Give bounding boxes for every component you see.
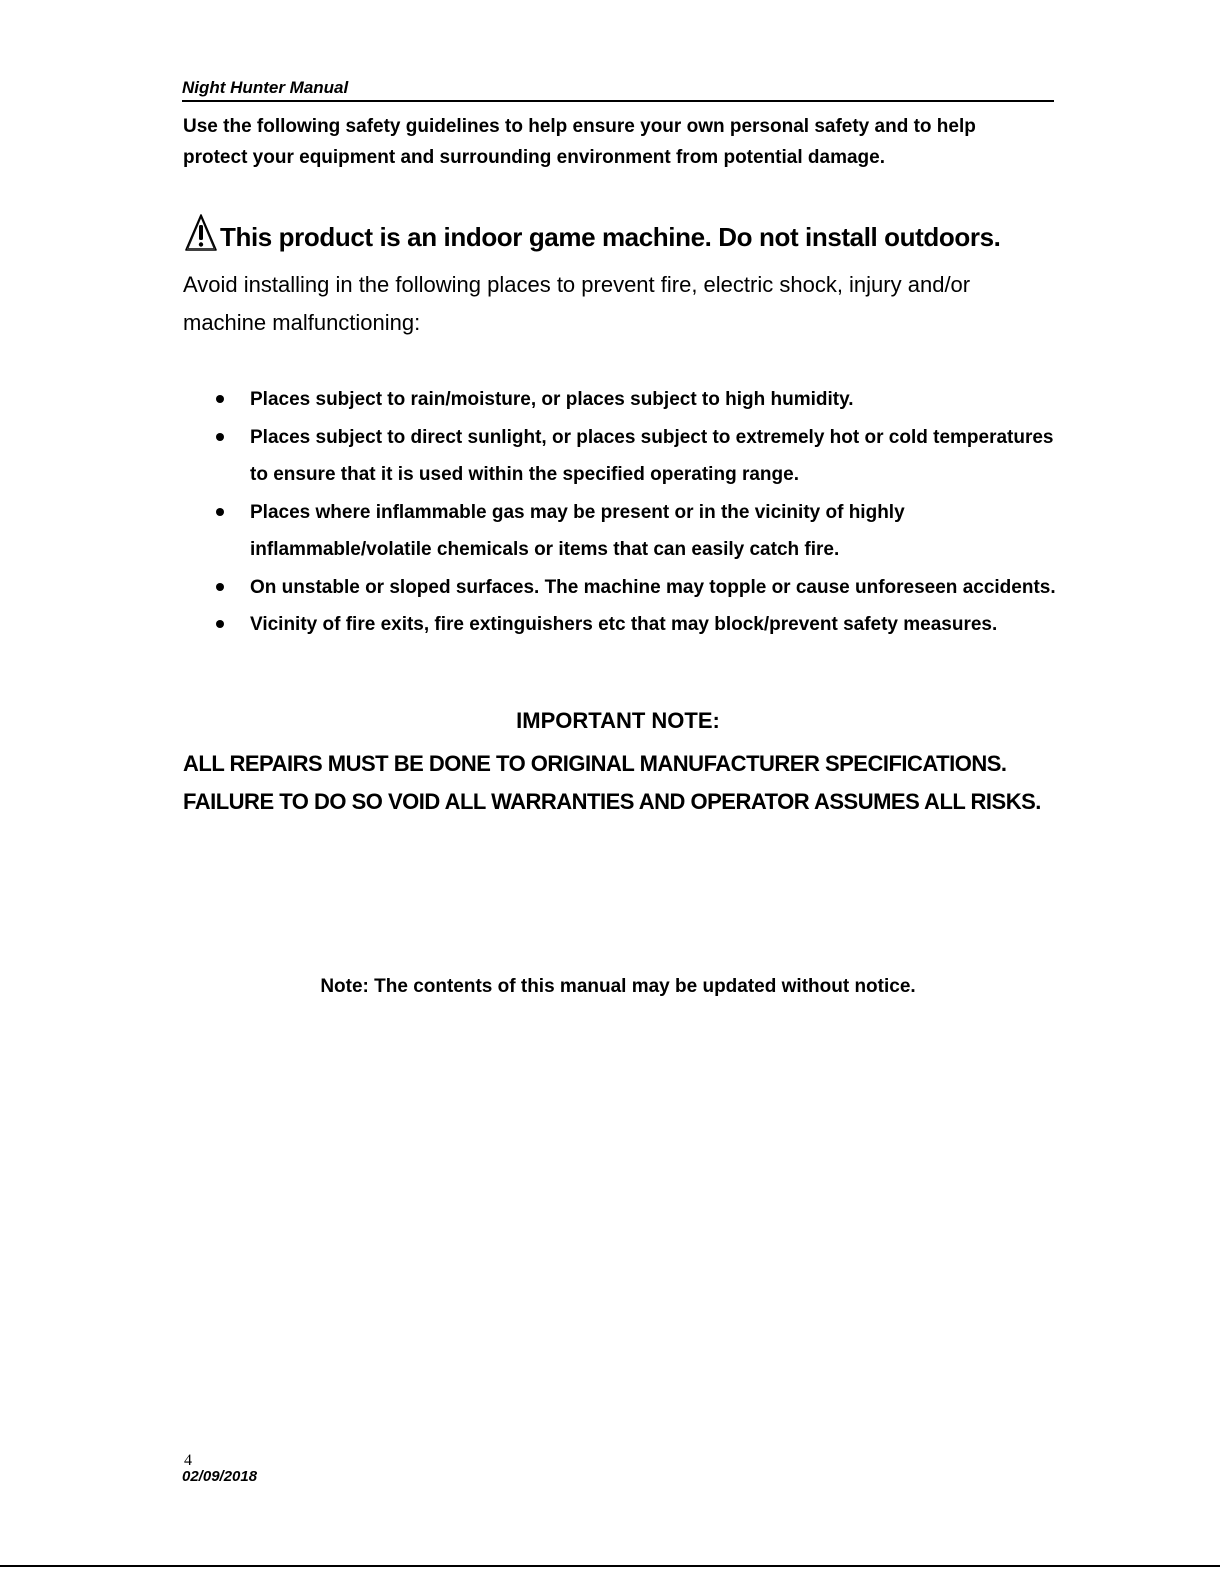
avoid-paragraph: Avoid installing in the following places to prevent fire, electric shock, injury and/or machine malfunctioning: xyxy=(183,272,971,335)
list-item xyxy=(182,381,1062,419)
footer-date: 02/09/2018 xyxy=(182,1468,258,1485)
list-item-text: Places subject to rain/moisture, or places subject to high humidity. xyxy=(250,389,854,410)
important-note-body: ALL REPAIRS MUST BE DONE TO ORIGINAL MANUFACTURER SPECIFICATIONS. FAILURE TO DO SO VOID ALL WARRANTIES AND OPERATOR ASSUMES ALL RISKS. xyxy=(183,751,1041,814)
list-item-text: Vicinity of fire exits, fire extinguishers etc that may block/prevent safety measures. xyxy=(250,614,998,635)
bullet-icon xyxy=(216,508,224,516)
bullet-icon xyxy=(216,433,224,441)
important-note-title: IMPORTANT NOTE: xyxy=(516,708,720,733)
bullet-icon xyxy=(216,620,224,628)
warning-row xyxy=(184,213,1064,253)
intro-paragraph: Use the following safety guidelines to help ensure your own personal safety and to help protect your equipment and surrounding environment from potential damage. xyxy=(183,116,976,168)
running-header: Night Hunter Manual xyxy=(182,78,1054,102)
bullet-icon xyxy=(216,395,224,403)
list-item xyxy=(182,606,1062,644)
bottom-divider xyxy=(0,1565,1220,1567)
list-item xyxy=(182,419,1062,494)
list-item-text: On unstable or sloped surfaces. The machine may topple or cause unforeseen accidents. xyxy=(250,576,1056,598)
list-item xyxy=(182,569,1062,607)
list-item xyxy=(182,494,1062,569)
warning-heading: This product is an indoor game machine. Do not install outdoors. xyxy=(220,222,1001,252)
bullet-icon xyxy=(216,583,224,591)
warning-triangle-icon xyxy=(184,213,218,253)
page-number: 4 xyxy=(184,1452,192,1469)
list-item-text: Places subject to direct sunlight, or places subject to extremely hot or cold temperatures to ensure that it is used within the specified operating range. xyxy=(250,426,1054,485)
places-list xyxy=(182,381,1062,644)
update-note: Note: The contents of this manual may be updated without notice. xyxy=(320,976,916,997)
list-item-text: Places where inflammable gas may be present or in the vicinity of highly inflammable/volatile chemicals or items that can easily catch fire. xyxy=(250,501,905,560)
